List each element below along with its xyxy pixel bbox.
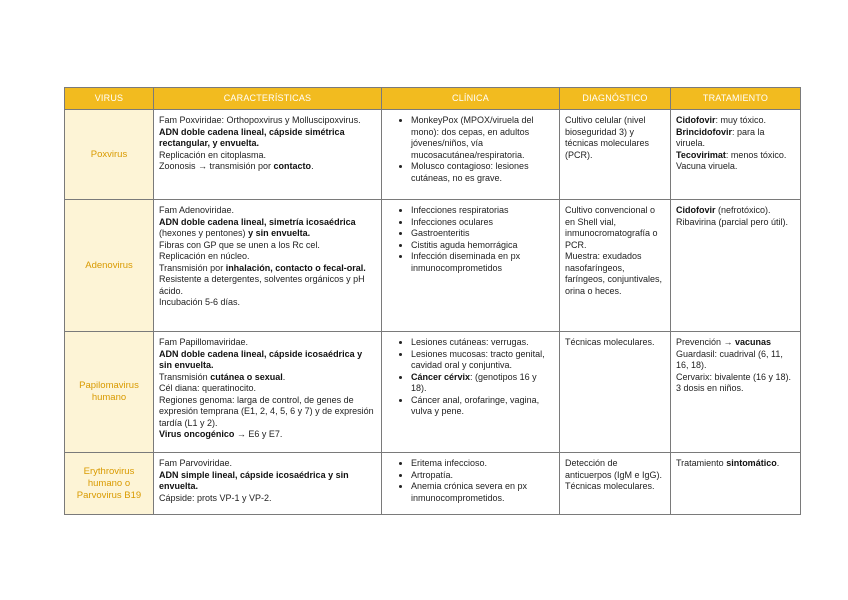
text-run: Replicación en núcleo. [159,251,250,261]
list-item: • Artropatía. [411,470,554,482]
virus-name-line: Parvovirus B19 [76,489,142,501]
table-row [65,200,801,332]
text-run: Fam Poxviridae: Orthopoxvirus y Molluscipoxvirus. [159,115,361,125]
bold-text: contacto [273,161,312,171]
bold-text: Cáncer cérvix [411,371,471,382]
caracteristicas-line [159,274,376,297]
list-item: • Molusco contagioso: lesiones cutáneas, no es grave. [411,161,554,184]
text-run: → E6 y E7. [234,429,283,439]
caracteristicas-cell [154,453,382,515]
caracteristicas-cell [154,200,382,332]
bold-text: y sin envuelta. [248,228,311,238]
table-row [65,110,801,200]
tratamiento-line [676,458,795,470]
clinica-cell [382,332,560,453]
virus-name-cell [65,200,154,332]
caracteristicas-cell [154,110,382,200]
bold-text: Cidofovir [676,205,716,215]
text-run: Regiones genoma: larga de control, de genes de expresión temprana (E1, 2, 4, 5, 6 y 7) y de expresión tardía (L1 y 2). [159,394,374,428]
list-item: • MonkeyPox (MPOX/viruela del mono): dos cepas, en adultos jóvenes/niños, vía mucosacutánea/respiratoria. [411,115,554,161]
tratamiento-line [676,349,795,372]
text-run: : muy tóxico. [715,115,767,125]
tratamiento-line [676,150,795,162]
virus-table [64,87,801,515]
text-run: Incubación 5-6 días. [159,297,241,307]
text-run: Fam Adenoviridae. [159,205,235,215]
list-item: • Infecciones oculares [411,217,554,229]
caracteristicas-line [159,217,376,240]
text-run: Fibras con GP que se unen a los Rc cel. [159,239,320,250]
text-run: Cervarix: bivalente (16 y 18). [676,371,792,382]
list-item: • Infección diseminada en px inmunocomprometidos [411,251,554,274]
text-run: Lesiones cutáneas: verrugas. [411,337,529,347]
diagnostico-cell [560,332,671,453]
clinica-cell [382,453,560,515]
tratamiento-line [676,205,795,217]
caracteristicas-line [159,429,376,441]
bold-text: cutánea o sexual [210,371,283,382]
tratamiento-line [676,115,795,127]
text-run: Cultivo celular (nivel bioseguridad 3) y técnicas moleculares (PCR). [565,115,650,160]
bold-text: Virus oncogénico [159,429,235,439]
bold-text: ADN doble cadena lineal, simetría icosaédrica [159,216,356,227]
virus-name-line: Papilomavirus [79,380,139,391]
text-run: Técnicas moleculares. [565,337,655,347]
text-run: Tratamiento [676,458,727,468]
diagnostico-line [565,337,665,349]
diagnostico-cell [560,200,671,332]
virus-name-cell [65,110,154,200]
caracteristicas-line [159,349,376,372]
caracteristicas-line [159,337,376,349]
text-run: Cápside: prots VP-1 y VP-2. [159,492,272,503]
clinica-list [387,458,554,504]
caracteristicas-line [159,205,376,217]
virus-name-cell [65,453,154,515]
caracteristicas-line [159,458,376,470]
text-run: Zoonosis → transmisión por [159,161,274,171]
list-item: • Cistitis aguda hemorrágica [411,240,554,252]
text-run: Muestra: exudados nasofaríngeos, faríngeos, conjuntivales, orina o heces. [565,251,663,296]
diagnostico-cell [560,453,671,515]
header-clinica: CLÍNICA [382,88,560,110]
text-run: Fam Papillomaviridae. [159,337,249,347]
diagnostico-line [565,251,665,297]
virus-name-line: humano o [87,477,131,489]
text-run: Técnicas moleculares. [565,481,655,491]
text-run: Fam Parvoviridae. [159,458,233,468]
diagnostico-line [565,205,665,251]
caracteristicas-line [159,383,376,395]
list-item: • Infecciones respiratorias [411,205,554,217]
caracteristicas-line [159,493,376,505]
virus-name-line: Erythrovirus [83,465,135,477]
text-run: (hexones y pentones) [159,228,249,238]
table-body [65,110,801,515]
tratamiento-cell [671,200,801,332]
tratamiento-line [676,127,795,150]
caracteristicas-line [159,297,376,309]
tratamiento-line [676,217,795,229]
clinica-list [387,337,554,418]
text-run: Prevención → [676,337,736,347]
caracteristicas-line [159,115,376,127]
caracteristicas-line [159,161,376,173]
bold-text: ADN doble cadena lineal, cápside icosaédrica y sin envuelta. [159,348,363,370]
clinica-list [387,115,554,184]
table-row [65,332,801,453]
bold-text: ADN simple lineal, cápside icosaédrica y sin envuelta. [159,469,349,491]
text-run: Ribavirina (parcial pero útil). [676,216,789,227]
list-item [411,349,554,372]
text-run: Resistente a detergentes, solventes orgánicos y pH ácido. [159,274,365,296]
text-run: 3 dosis en niños. [676,383,744,393]
table-row [65,453,801,515]
caracteristicas-cell [154,332,382,453]
diagnostico-line [565,458,665,481]
virus-name-line: Adenovirus [85,259,133,271]
text-run: Detección de anticuerpos (IgM e IgG). [565,458,663,480]
list-item: • Anemia crónica severa en px inmunocomprometidos. [411,481,554,504]
tratamiento-line [676,383,795,395]
text-run: Transmisión por [159,262,226,273]
text-run: Cél diana: queratinocito. [159,383,257,393]
bold-text: vacunas [735,337,772,347]
caracteristicas-line [159,395,376,430]
virus-name-cell [65,332,154,453]
bold-text: ADN doble cadena lineal, cápside simétrica rectangular, y envuelta. [159,126,345,148]
bold-text: Cidofovir [676,115,716,125]
text-run: Cáncer anal, orofaringe, vagina, vulva y pene. [411,394,540,416]
tratamiento-cell [671,453,801,515]
text-run: Lesiones mucosas: tracto genital, cavidad oral y conjuntiva. [411,348,545,370]
caracteristicas-line [159,263,376,275]
tratamiento-cell [671,110,801,200]
tratamiento-cell [671,332,801,453]
text-run: : menos tóxico. [725,149,787,160]
text-run: Replicación en citoplasma. [159,149,267,160]
text-run: . [776,458,780,468]
table-header-row [65,88,801,110]
diagnostico-line [565,481,665,493]
header-diagnostico: DIAGNÓSTICO [560,88,671,110]
clinica-list [387,205,554,274]
list-item [411,337,554,349]
caracteristicas-line [159,372,376,384]
list-item [411,395,554,418]
text-run: . [282,371,286,382]
text-run: Cultivo convencional o en Shell vial, inmunocromatografía o PCR. [565,205,658,250]
tratamiento-line [676,337,795,349]
virus-name-line: Poxvirus [90,148,128,160]
text-run: Guardasil: cuadrival (6, 11, 16, 18). [676,348,783,370]
caracteristicas-line [159,127,376,150]
tratamiento-line [676,372,795,384]
bold-text: inhalación, contacto o fecal-oral. [225,262,366,273]
bold-text: Tecovirimat [676,149,726,160]
diagnostico-line [565,115,665,161]
list-item: • Gastroenteritis [411,228,554,240]
tratamiento-line [676,161,795,173]
clinica-cell [382,200,560,332]
caracteristicas-line [159,251,376,263]
header-caracteristicas: CARACTERÍSTICAS [154,88,382,110]
caracteristicas-line [159,240,376,252]
list-item [411,372,554,395]
caracteristicas-line [159,150,376,162]
text-run: . [311,161,314,171]
header-virus: VIRUS [65,88,154,110]
diagnostico-cell [560,110,671,200]
text-run: Transmisión [159,371,211,382]
list-item: • Eritema infeccioso. [411,458,554,470]
clinica-cell [382,110,560,200]
caracteristicas-line [159,470,376,493]
text-run: : (genotipos 16 y 18). [411,371,537,393]
text-run: (nefrotóxico). [715,205,771,215]
bold-text: sintomático [726,458,777,468]
header-tratamiento: TRATAMIENTO [671,88,801,110]
text-run: Vacuna viruela. [676,161,738,171]
text-run: : para la viruela. [676,126,765,148]
virus-name-line: humano [91,392,127,403]
bold-text: Brincidofovir [676,126,733,137]
